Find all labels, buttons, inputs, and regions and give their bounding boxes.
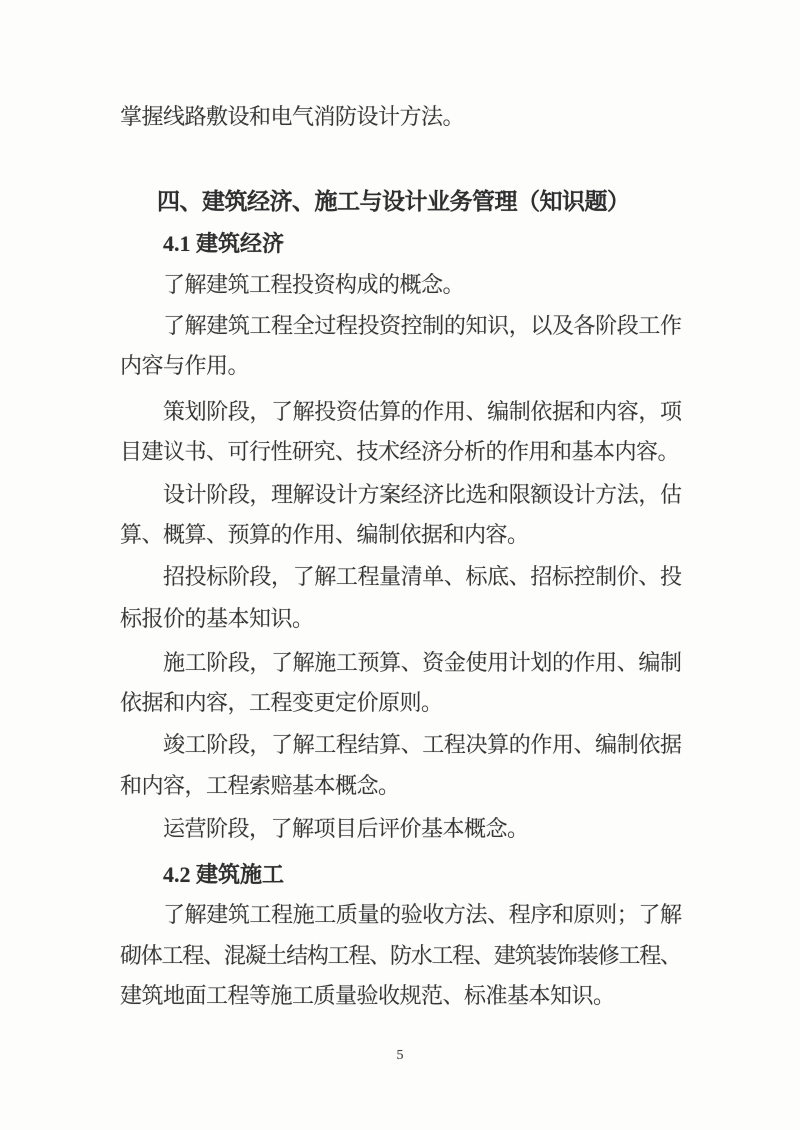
intro-paragraph-line: 掌握线路敷设和电气消防设计方法。 — [120, 104, 465, 129]
paragraph-line: 和内容，工程索赔基本概念。 — [120, 773, 400, 798]
paragraph-line: 内容与作用。 — [120, 353, 250, 378]
paragraph-line: 砌体工程、混凝土结构工程、防水工程、建筑装饰装修工程、 — [120, 943, 680, 968]
section-heading-4-2: 4.2 建筑施工 — [163, 862, 285, 887]
paragraph-line: 标报价的基本知识。 — [120, 606, 314, 631]
paragraph-line: 施工阶段，了解施工预算、资金使用计划的作用、编制 — [163, 650, 680, 675]
chapter-heading: 四、建筑经济、施工与设计业务管理（知识题） — [157, 188, 630, 214]
paragraph-line: 了解建筑工程全过程投资控制的知识，以及各阶段工作 — [163, 313, 680, 338]
page-number: 5 — [396, 1048, 404, 1063]
paragraph-line: 运营阶段，了解项目后评价基本概念。 — [163, 816, 529, 841]
paragraph-line: 招投标阶段，了解工程量清单、标底、招标控制价、投 — [163, 564, 680, 589]
paragraph-line: 了解建筑工程投资构成的概念。 — [163, 272, 465, 297]
paragraph-line: 依据和内容，工程变更定价原则。 — [120, 690, 443, 715]
paragraph-line: 建筑地面工程等施工质量验收规范、标准基本知识。 — [120, 983, 615, 1008]
paragraph-line: 目建议书、可行性研究、技术经济分析的作用和基本内容。 — [120, 439, 680, 464]
paragraph-line: 策划阶段，了解投资估算的作用、编制依据和内容，项 — [163, 399, 680, 424]
paragraph-line: 竣工阶段，了解工程结算、工程决算的作用、编制依据 — [163, 732, 680, 757]
paragraph-line: 了解建筑工程施工质量的验收方法、程序和原则；了解 — [163, 902, 680, 927]
paragraph-line: 设计阶段，理解设计方案经济比选和限额设计方法，估 — [163, 482, 680, 507]
section-heading-4-1: 4.1 建筑经济 — [163, 231, 285, 256]
paragraph-line: 算、概算、预算的作用、编制依据和内容。 — [120, 522, 529, 547]
